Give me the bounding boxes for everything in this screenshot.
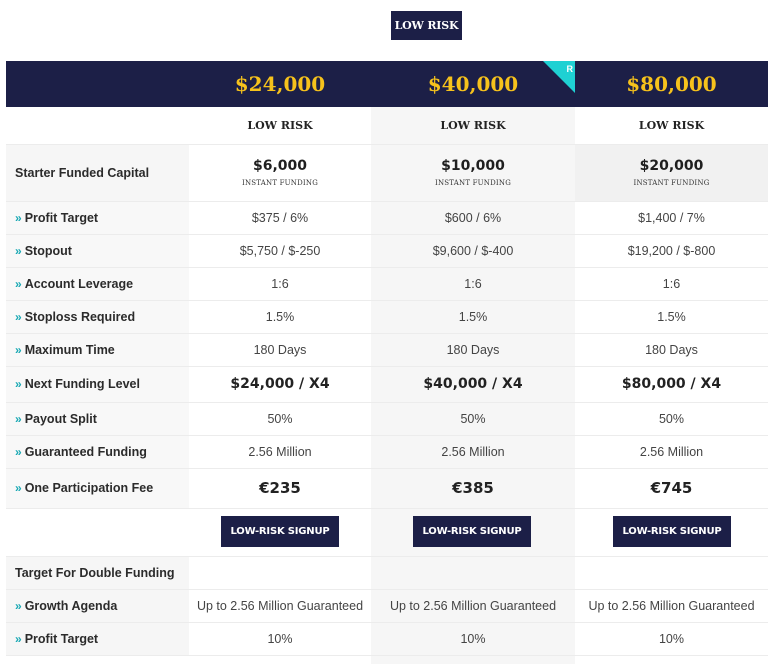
row-divider [6, 508, 768, 509]
plan-3-max-time: 180 Days [645, 342, 698, 357]
row-label-profit-target: » Profit Target [15, 210, 99, 225]
low-risk-badge: LOW RISK [391, 11, 462, 40]
chevron-right-icon: » [15, 598, 21, 613]
plan-1-profit-target-2: 10% [267, 631, 293, 646]
capital-amount: $6,000 [252, 158, 308, 174]
chevron-right-icon: » [15, 276, 21, 291]
plan-1-payout: 50% [267, 411, 293, 426]
section-label-double-funding: Target For Double Funding [15, 565, 175, 580]
funding-note: INSTANT FUNDING [241, 179, 319, 187]
plan-1-stopout: $5,750 / $-250 [239, 243, 321, 258]
row-label-guaranteed: » Guaranteed Funding [15, 444, 147, 459]
row-label-stoploss: » Stoploss Required [15, 309, 136, 324]
plan-1-next-level: $24,000 / X4 [230, 376, 330, 392]
row-divider [6, 655, 768, 656]
chevron-right-icon: » [15, 631, 21, 646]
plan-3-stopout: $19,200 / $-800 [627, 243, 716, 258]
chevron-right-icon: » [15, 377, 21, 391]
plan-1-capital [189, 144, 371, 201]
row-label-leverage: » Account Leverage [15, 276, 134, 291]
plan-3-next-level: $80,000 / X4 [621, 376, 722, 392]
row-label-max-time: » Maximum Time [15, 342, 115, 357]
plan-2-growth: Up to 2.56 Million Guaranteed [389, 598, 557, 613]
plan-2-profit-target-2: 10% [460, 631, 486, 646]
plan-1-max-time: 180 Days [253, 342, 307, 357]
chevron-right-icon: » [15, 309, 21, 324]
plan-2-stoploss: 1.5% [458, 309, 488, 324]
plan-3-risk: LOW RISK [638, 119, 705, 132]
plan-1-leverage: 1:6 [271, 276, 289, 291]
plan-1-guaranteed: 2.56 Million [248, 444, 312, 459]
plan-2-guaranteed: 2.56 Million [441, 444, 505, 459]
row-label-profit-target-2: » Profit Target [15, 631, 99, 646]
plan-2-fee: €385 [452, 479, 494, 497]
row-label-next-level: » Next Funding Level [15, 377, 140, 391]
chevron-right-icon: » [15, 444, 21, 459]
capital-amount: $20,000 [639, 158, 704, 174]
plan-3-stoploss: 1.5% [657, 309, 686, 324]
plan-3-growth: Up to 2.56 Million Guaranteed [588, 598, 755, 613]
plan-3-payout: 50% [658, 411, 685, 426]
plan-2-risk: LOW RISK [440, 119, 506, 132]
plan-2-capital [371, 144, 575, 201]
row-label-payout: » Payout Split [15, 411, 97, 426]
funding-note: INSTANT FUNDING [633, 179, 710, 187]
plan-1-risk: LOW RISK [247, 119, 313, 132]
plan-1-stoploss: 1.5% [265, 309, 295, 324]
chevron-right-icon: » [15, 243, 21, 258]
plan-3-profit-target: $1,400 / 7% [638, 210, 705, 225]
chevron-right-icon: » [15, 210, 21, 225]
plan-price-3: $80,000 [626, 72, 717, 96]
plan-2-leverage: 1:6 [464, 276, 482, 291]
plan-1-fee: €235 [259, 479, 301, 497]
plan-1-signup-button[interactable]: LOW-RISK SIGNUP [221, 516, 339, 547]
plan-3-leverage: 1:6 [662, 276, 681, 291]
plan-2-profit-target: $600 / 6% [444, 210, 502, 225]
capital-amount: $10,000 [441, 158, 505, 174]
plan-price-2: $40,000 [427, 72, 519, 96]
row-label-growth: » Growth Agenda [15, 598, 118, 613]
plan-3-guaranteed: 2.56 Million [639, 444, 704, 459]
plan-2-next-level: $40,000 / X4 [423, 376, 523, 392]
plan-3-profit-target-2: 10% [658, 631, 685, 646]
plan-3-capital [575, 144, 768, 201]
chevron-right-icon: » [15, 342, 21, 357]
plan-2-payout: 50% [460, 411, 486, 426]
plan-price-1: $24,000 [234, 72, 326, 96]
plan-2-signup-button[interactable]: LOW-RISK SIGNUP [413, 516, 531, 547]
plan-1-profit-target: $375 / 6% [251, 210, 309, 225]
row-label-capital: Starter Funded Capital [15, 165, 150, 180]
chevron-right-icon: » [15, 481, 21, 495]
plan-2-stopout: $9,600 / $-400 [432, 243, 514, 258]
row-label-fee: » One Participation Fee [15, 481, 154, 495]
plan-1-growth: Up to 2.56 Million Guaranteed [196, 598, 364, 613]
popular-ribbon: R [543, 61, 575, 93]
chevron-right-icon: » [15, 411, 21, 426]
funding-note: INSTANT FUNDING [434, 179, 512, 187]
plan-2-max-time: 180 Days [446, 342, 500, 357]
plan-3-signup-button[interactable]: LOW-RISK SIGNUP [613, 516, 731, 547]
plan-3-fee: €745 [650, 479, 693, 497]
row-label-stopout: » Stopout [15, 243, 72, 258]
